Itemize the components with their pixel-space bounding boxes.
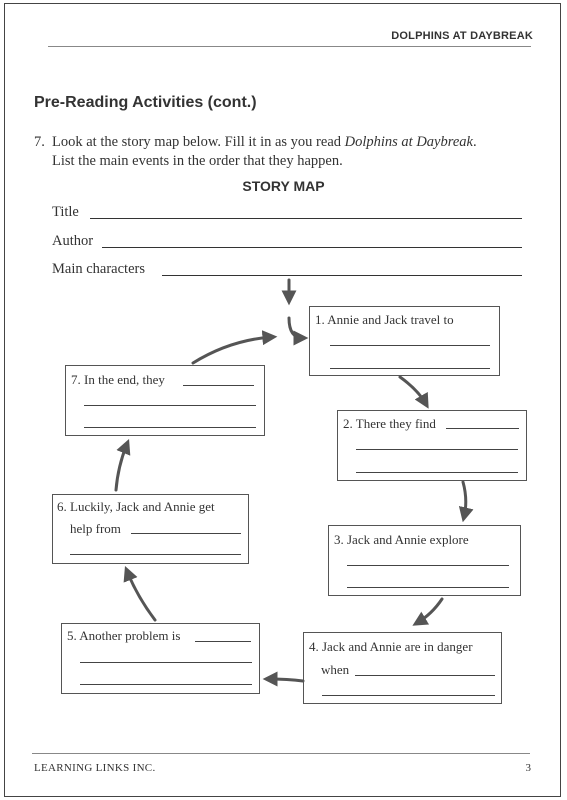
arrow-3-to-4: [417, 599, 442, 623]
box-4-prompt-line2: when: [321, 662, 350, 677]
title-label: Title: [52, 204, 79, 220]
question-line2: List the main events in the order that they happen.: [52, 153, 343, 169]
box-6-prompt-line1: 6. Luckily, Jack and Annie get: [57, 499, 215, 514]
box-6-prompt-line2: help from: [70, 521, 121, 536]
arrow-1-to-2: [400, 377, 426, 404]
footer-rule: [32, 753, 530, 754]
entry-arrow: [289, 318, 303, 338]
question-number: 7.: [34, 134, 45, 150]
question-line1-pre: Look at the story map below. Fill it in as you read: [52, 134, 345, 150]
box-5-prompt: 5. Another problem is: [67, 628, 181, 643]
arrow-5-to-6: [127, 571, 155, 620]
box-1-prompt: 1. Annie and Jack travel to: [315, 312, 454, 327]
characters-label: Main characters: [52, 261, 145, 277]
box-2-prompt: 2. There they find: [343, 416, 436, 431]
section-title: Pre-Reading Activities (cont.): [34, 94, 257, 111]
box-7-prompt: 7. In the end, they: [71, 372, 165, 387]
box-3-prompt: 3. Jack and Annie explore: [334, 532, 469, 547]
book-title: Dolphins at Daybreak: [344, 134, 473, 150]
box-4-prompt-line1: 4. Jack and Annie are in danger: [309, 639, 473, 654]
question-line1-post: .: [472, 134, 477, 150]
story-map-title: STORY MAP: [242, 178, 325, 194]
series-title: DOLPHINS AT DAYBREAK: [391, 30, 533, 42]
arrow-2-to-3: [463, 482, 466, 517]
arrow-6-to-7: [116, 444, 127, 490]
arrow-7-to-1: [193, 337, 272, 363]
author-label: Author: [52, 233, 94, 249]
publisher: LEARNING LINKS INC.: [34, 762, 156, 774]
page-number: 3: [525, 762, 531, 774]
arrow-4-to-5: [268, 679, 303, 681]
